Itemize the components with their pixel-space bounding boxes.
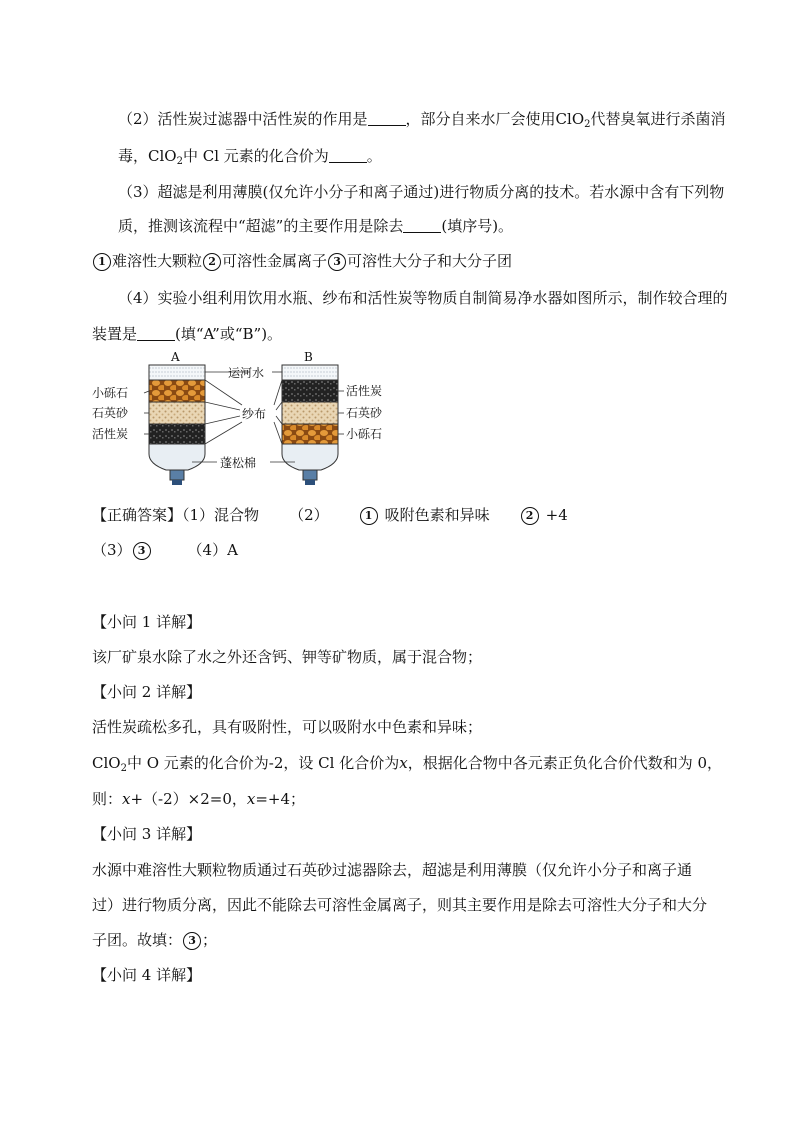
answer-blank: [403, 218, 441, 233]
answer-line2: （3） 3 （4）A: [92, 541, 238, 559]
answer-blank: [368, 111, 406, 126]
detail-paragraph-1: 该厂矿泉水除了水之外还含钙、钾等矿物质，属于混合物；: [92, 648, 483, 666]
detail-heading-4: 【小问 4 详解】: [92, 966, 202, 984]
detail-paragraph-2: 活性炭疏松多孔，具有吸附性，可以吸附水中色素和异味；: [92, 718, 483, 736]
answer-line1: 【正确答案】（1）混合物 （2） 1 吸附色素和异味 2 +4: [92, 506, 568, 524]
circled-number-2: 2: [521, 507, 539, 525]
detail-paragraph-4: 则：x+（-2）×2=0，x=+4；: [92, 790, 306, 808]
right-layer-3: 小砾石: [346, 427, 383, 441]
right-layer-2: 石英砂: [346, 406, 383, 420]
circled-number-3: 3: [328, 253, 346, 271]
q3-line1: （3）超滤是利用薄膜(仅允许小分子和离子通过)进行物质分离的技术。若水源中含有下列物: [118, 183, 725, 201]
bottle-b: [282, 365, 338, 485]
detail-paragraph-3: ClO$_2$中 O 元素的化合价为-2，设 Cl 化合价为x，根据化合物中各元素正负化合价代数和为 0，: [92, 754, 723, 774]
detail-heading-3: 【小问 3 详解】: [92, 825, 202, 843]
q3-options: 1 难溶性大颗粒 2 可溶性金属离子 3 可溶性大分子和大分子团: [92, 251, 512, 271]
circled-number-3: 3: [133, 542, 151, 560]
circled-number-2: 2: [203, 253, 221, 271]
label-b: B: [304, 350, 313, 364]
detail-paragraph-5: 水源中难溶性大颗粒物质通过石英砂过滤器除去，超滤是利用薄膜（仅允许小分子和离子通: [92, 861, 693, 879]
left-layer-1: 小砾石: [92, 386, 129, 400]
q2-line2: 毒，ClO$_2$中 Cl 元素的化合价为 。: [118, 147, 382, 167]
left-layer-2: 石英砂: [92, 406, 129, 420]
cotton-label: 蓬松棉: [220, 456, 257, 470]
detail-heading-2: 【小问 2 详解】: [92, 683, 202, 701]
q4-line2: 装置是 (填“A”或“B”)。: [92, 325, 283, 343]
detail-paragraph-6: 过）进行物质分离，因此不能除去可溶性金属离子，则其主要作用是除去可溶性大分子和大分: [92, 896, 708, 914]
circled-number-3: 3: [183, 932, 201, 950]
water-label: 运河水: [228, 366, 265, 380]
answer-blank: [329, 148, 367, 163]
detail-paragraph-7: 子团。故填： 3 ；: [92, 931, 218, 949]
left-layer-3: 活性炭: [92, 427, 129, 441]
right-layer-1: 活性炭: [346, 384, 383, 398]
answer-blank: [137, 326, 175, 341]
q2-line1: （2）活性炭过滤器中活性炭的作用是 ，部分自来水厂会使用ClO$_2$代替臭氧进行杀菌消: [118, 110, 726, 130]
cloth-label: 纱布: [242, 407, 267, 421]
label-a: A: [171, 350, 180, 364]
circled-number-1: 1: [93, 253, 111, 271]
bottle-a: [149, 365, 205, 485]
detail-heading-1: 【小问 1 详解】: [92, 613, 202, 631]
q4-line1: （4）实验小组利用饮用水瓶、纱布和活性炭等物质自制简易净水器如图所示，制作较合理的: [118, 289, 728, 307]
water-filter-figure: [92, 350, 432, 500]
circled-number-1: 1: [360, 507, 378, 525]
q3-line2: 质，推测该流程中“超滤”的主要作用是除去 (填序号)。: [118, 217, 514, 235]
